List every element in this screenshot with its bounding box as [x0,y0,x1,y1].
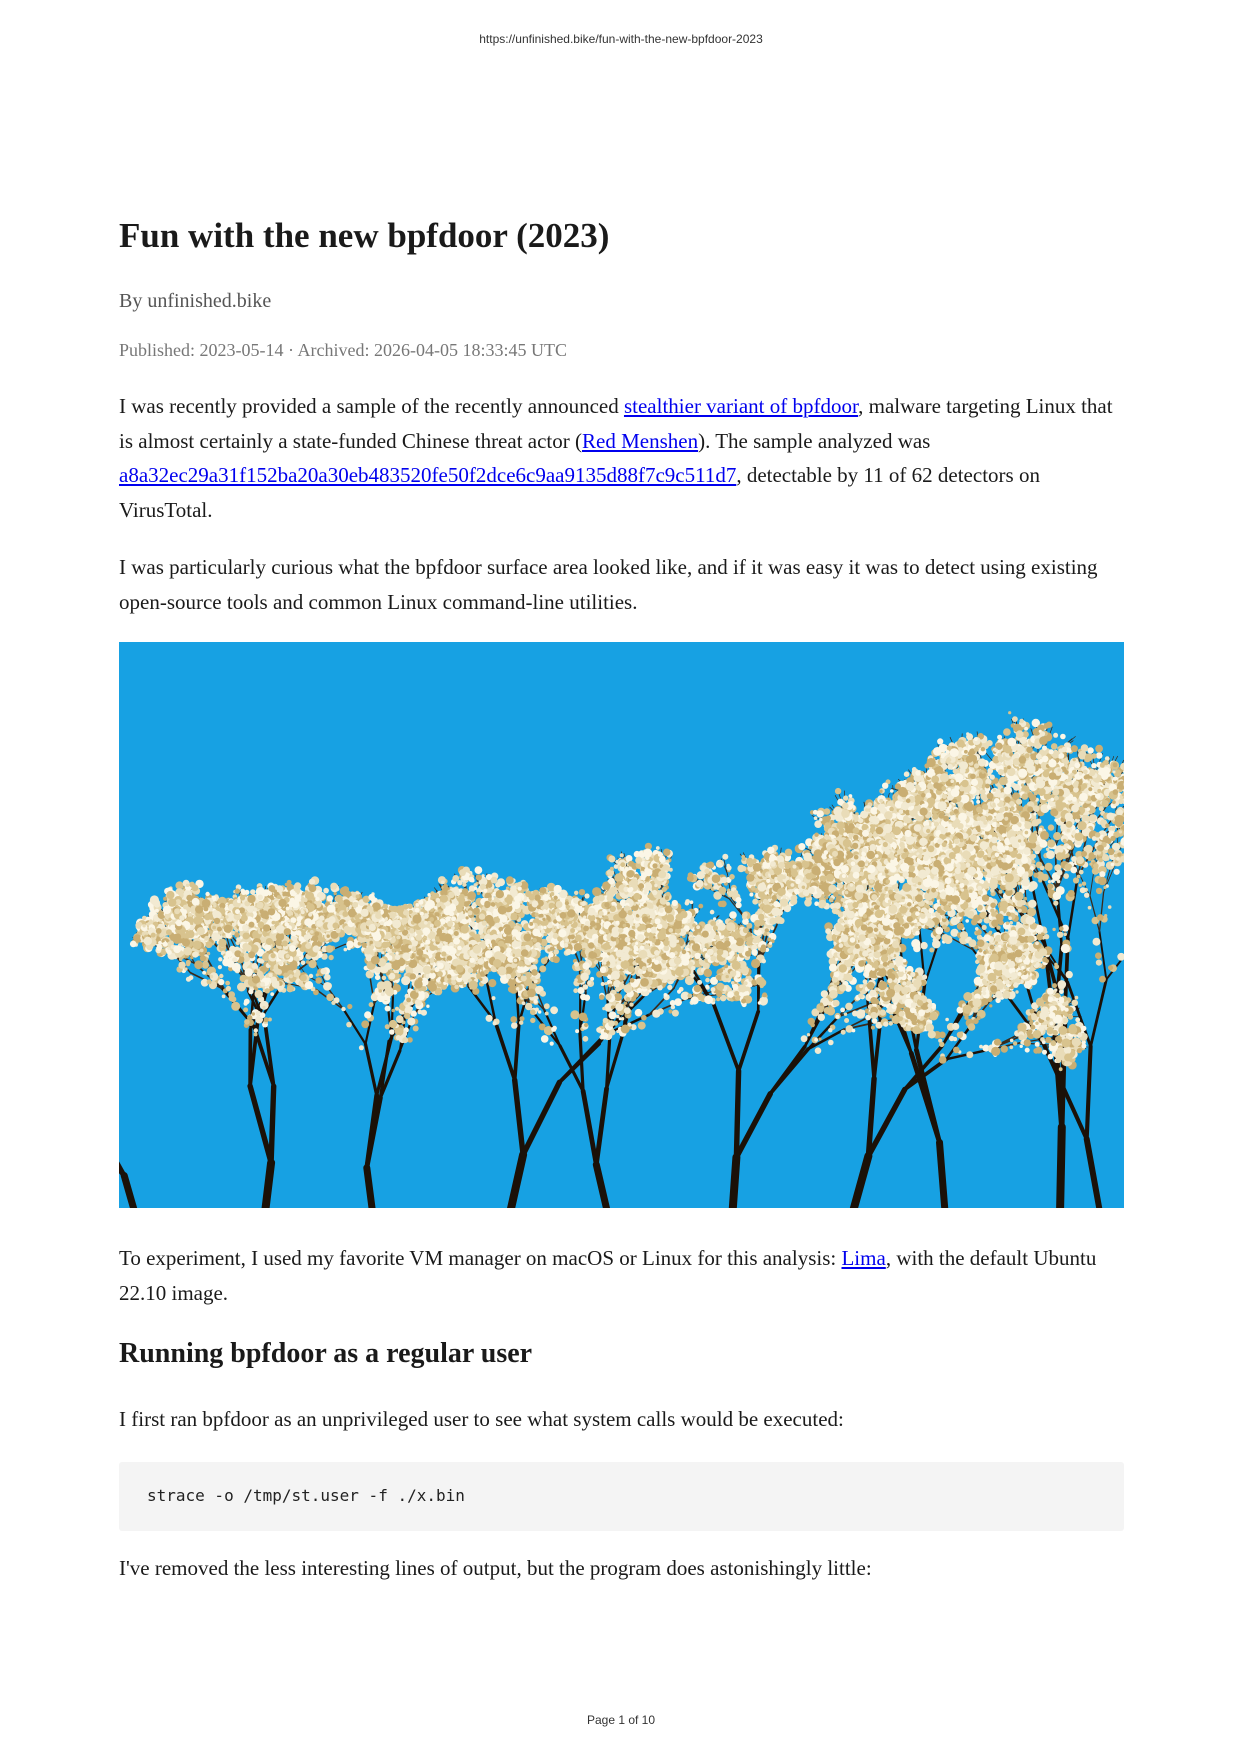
section-heading: Running bpfdoor as a regular user [119,1336,532,1372]
intro-paragraph [119,389,1124,527]
tree-branches-illustration [119,642,1124,1208]
article-title: Fun with the new bpfdoor (2023) [119,214,609,258]
publish-meta: Published: 2023-05-14 · Archived: 2026-04-05 18:33:45 UTC [119,338,567,362]
page-url: https://unfinished.bike/fun-with-the-new-bpfdoor-2023 [0,32,1242,46]
text: I was recently provided a sample of the recently announced [119,394,624,418]
curiosity-paragraph: I was particularly curious what the bpfdoor surface area looked like, and if it was easy it was to detect using existing open-source tools and common Linux command-line utilities. [119,550,1124,619]
experiment-paragraph [119,1241,1124,1310]
hero-image-tree-branches [119,642,1124,1208]
text: , detectable by 11 of 62 detectors on VirusTotal. [119,463,1040,522]
text: ). The sample analyzed was [698,429,930,453]
code-block [119,1462,1124,1531]
text: , malware targeting Linux that is almost certainly a state-funded Chinese threat actor ( [119,394,1113,453]
lima-link[interactable]: Lima [841,1246,885,1270]
red-menshen-link[interactable]: Red Menshen [582,429,698,453]
output-intro-paragraph: I've removed the less interesting lines of output, but the program does astonishingly little: [119,1551,1124,1586]
page-number: Page 1 of 10 [0,1713,1242,1727]
text: To experiment, I used my favorite VM manager on macOS or Linux for this analysis: [119,1246,841,1270]
byline: By unfinished.bike [119,288,271,314]
text: , with the default Ubuntu 22.10 image. [119,1246,1096,1305]
stealthier-variant-link[interactable]: stealthier variant of bpfdoor [624,394,858,418]
strace-intro-paragraph: I first ran bpfdoor as an unprivileged user to see what system calls would be executed: [119,1402,1124,1437]
strace-command: strace -o /tmp/st.user -f ./x.bin [147,1486,465,1506]
sample-hash-link[interactable]: a8a32ec29a31f152ba20a30eb483520fe50f2dce6c9aa9135d88f7c9c511d7 [119,463,736,487]
